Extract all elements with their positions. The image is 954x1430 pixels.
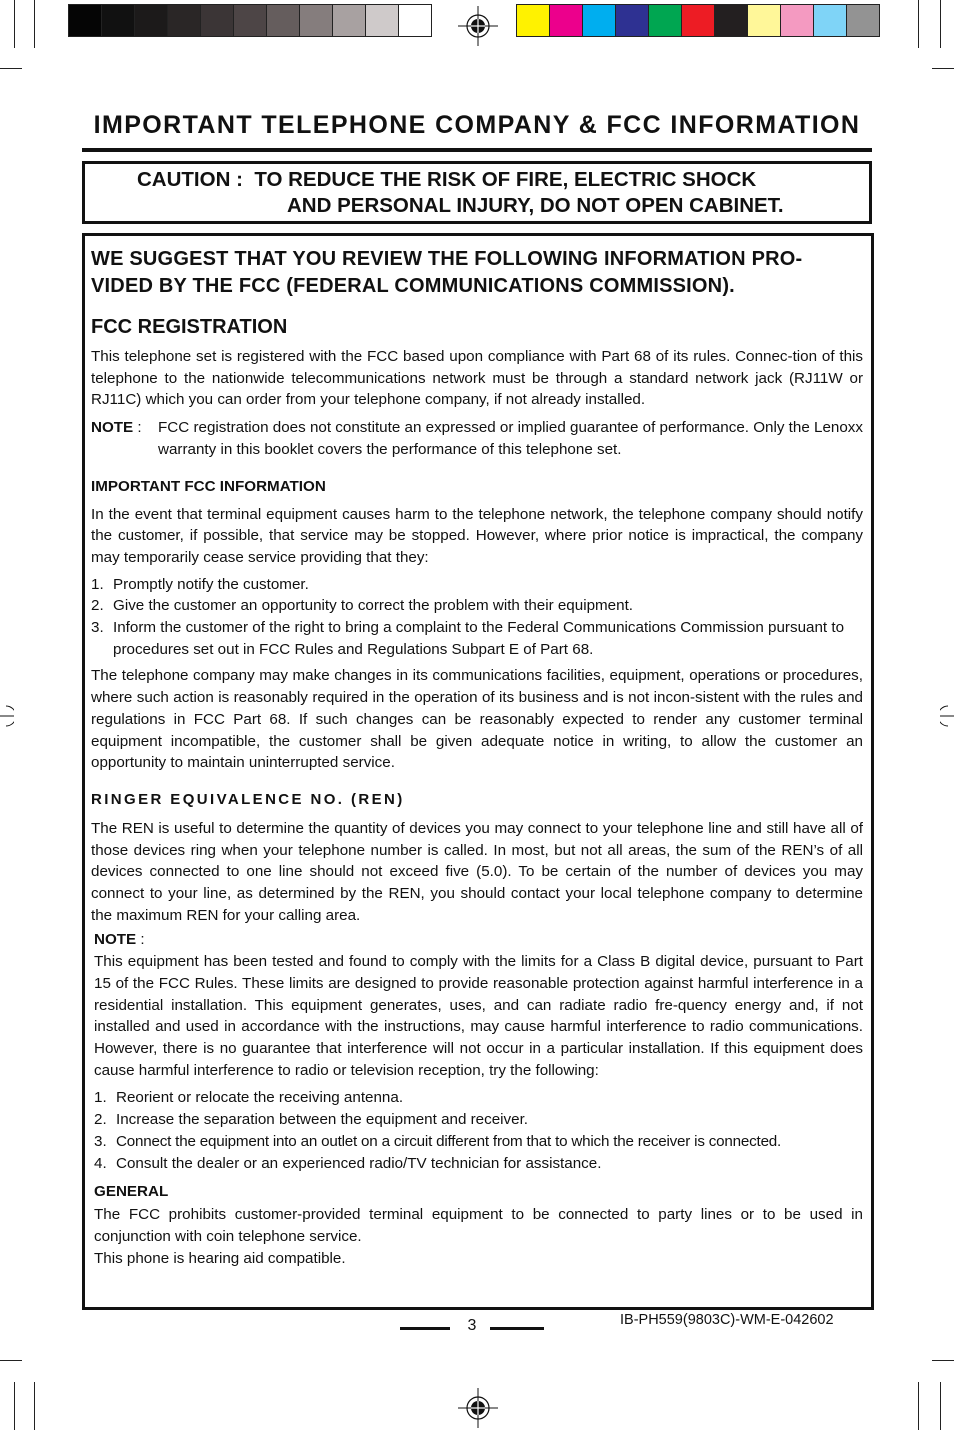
registration-mark-icon — [458, 1388, 498, 1428]
color-swatch — [517, 5, 550, 36]
color-swatch — [234, 5, 267, 36]
crop-mark — [918, 0, 919, 48]
color-swatch — [399, 5, 431, 36]
color-swatch — [649, 5, 682, 36]
caution-text-2: AND PERSONAL INJURY, DO NOT OPEN CABINET. — [287, 194, 784, 217]
list-item-number: 3. — [91, 619, 104, 637]
color-swatch — [333, 5, 366, 36]
important-fcc-body: In the event that terminal equipment causes harm to the telephone network, the telephone company should notify the customer, if possible, that service may be stopped. However, where prior notice is impractical, the company may temporarily cease service providing that they: — [91, 505, 863, 566]
registration-mark-icon — [458, 6, 498, 46]
caution-line-1 — [137, 168, 756, 192]
crop-mark — [0, 1360, 22, 1361]
caution-text-1: TO REDUCE THE RISK OF FIRE, ELECTRIC SHOCK — [254, 168, 757, 191]
note-sep: : — [133, 419, 142, 437]
crop-mark — [932, 68, 954, 69]
list-item-number: 4. — [94, 1154, 107, 1172]
note-2-label: NOTE — [94, 931, 137, 949]
document-code: IB-PH559(9803C)-WM-E-042602 — [620, 1312, 834, 1328]
note-2-label-wrap — [94, 929, 863, 951]
list-item — [94, 1131, 863, 1153]
crop-mark — [940, 1382, 941, 1430]
ren-body: The REN is useful to determine the quantity of devices you may connect to your telephone line and still have all of those devices ring when your telephone number is called. In most, but not all areas, the sum of the REN’s of all devices connected to one line should not exceed five (5.0). To be certain of the number of devices you may connect to your line, as determined by the REN, you should contact your local telephone company to determine the maximum REN for your calling area. — [91, 819, 863, 924]
color-swatch — [135, 5, 168, 36]
general-body-2: This phone is hearing aid compatible. — [94, 1249, 346, 1267]
note-label: NOTE — [91, 419, 134, 437]
crop-mark — [932, 1360, 954, 1361]
registration-note-text: FCC registration does not constitute an expressed or implied guarantee of performance. Only the Lenoxx warranty in this booklet covers the performance of this telephone set. — [158, 419, 863, 458]
caution-box — [82, 161, 872, 224]
color-swatch — [748, 5, 781, 36]
list-item — [94, 1109, 863, 1131]
page-title: IMPORTANT TELEPHONE COMPANY & FCC INFORMATION — [93, 111, 861, 139]
footer-rule-right — [490, 1327, 544, 1330]
general-heading: GENERAL — [94, 1183, 169, 1201]
list-item-number: 2. — [91, 597, 104, 615]
list-item — [91, 617, 863, 660]
list-item-number: 1. — [94, 1089, 107, 1107]
interference-remedy-list — [94, 1087, 863, 1174]
fcc-registration-heading: FCC REGISTRATION — [91, 316, 288, 338]
registration-note — [91, 417, 863, 460]
intro-line-1: WE SUGGEST THAT YOU REVIEW THE FOLLOWING INFORMATION PRO- — [91, 248, 803, 270]
list-item — [91, 595, 863, 617]
color-swatch — [616, 5, 649, 36]
fcc-information-box — [82, 233, 874, 1310]
list-item — [94, 1153, 863, 1175]
list-item — [91, 574, 863, 596]
ren-heading: RINGER EQUIVALENCE NO. (REN) — [91, 790, 405, 808]
list-item-number: 3. — [94, 1132, 107, 1150]
footer-rule-left — [400, 1327, 450, 1330]
crop-mark — [0, 68, 22, 69]
color-swatch — [102, 5, 135, 36]
note-2-block — [94, 929, 863, 1269]
color-swatch — [366, 5, 399, 36]
note-label-wrap — [91, 417, 158, 460]
list-item — [94, 1087, 863, 1109]
list-item-text: Inform the customer of the right to bring a complaint to the Federal Communications Commission pursuant to procedures set out in FCC Rules and Regulations Subpart E of Part 68. — [113, 619, 845, 658]
side-registration-mark-icon — [0, 704, 14, 728]
crop-mark — [918, 1382, 919, 1430]
page-number: 3 — [467, 1317, 477, 1334]
color-swatch — [69, 5, 102, 36]
list-item-text: Consult the dealer or an experienced radio/TV technician for assistance. — [116, 1154, 602, 1172]
caution-label: CAUTION : — [137, 168, 243, 191]
intro-line-2: VIDED BY THE FCC (FEDERAL COMMUNICATIONS COMMISSION). — [91, 275, 735, 297]
color-swatch — [267, 5, 300, 36]
color-swatch — [583, 5, 616, 36]
crop-mark — [14, 1382, 15, 1430]
list-item-number: 2. — [94, 1111, 107, 1129]
grayscale-calibration-bar — [68, 4, 432, 37]
intro-heading — [91, 246, 863, 300]
color-swatch — [847, 5, 879, 36]
list-item-text: Reorient or relocate the receiving antenna. — [116, 1089, 404, 1107]
color-swatch — [814, 5, 847, 36]
color-calibration-bar — [516, 4, 880, 37]
list-item-number: 1. — [91, 575, 104, 593]
general-body: The FCC prohibits customer-provided terminal equipment to be connected to party lines or to be used in conjunction with coin telephone service. — [94, 1206, 863, 1245]
note-2-sep: : — [136, 931, 145, 949]
note-2-body: This equipment has been tested and found to comply with the limits for a Class B digital device, pursuant to Part 15 of the FCC Rules. These limits are designed to provide reasonable protection against harmful interference in a residential installation. This equipment generates, uses, and can radiate radio fre-quency energy and, if not installed and used in accordance with the instructions, may cause harmful interference to radio communications. However, there is no guarantee that interference will not occur in a particular installation. If this equipment does cause harmful interference to radio or television reception, try the following: — [94, 953, 863, 1079]
list-item-text: Increase the separation between the equipment and receiver. — [116, 1111, 529, 1129]
title-underline — [82, 148, 872, 152]
color-swatch — [550, 5, 583, 36]
list-item-text: Give the customer an opportunity to correct the problem with their equipment. — [113, 597, 634, 615]
important-fcc-heading: IMPORTANT FCC INFORMATION — [91, 477, 326, 495]
color-swatch — [781, 5, 814, 36]
content-inner — [91, 244, 863, 1269]
crop-mark — [34, 1382, 35, 1430]
important-fcc-body-2: The telephone company may make changes in its communications facilities, equipment, operations or procedures, where such action is reasonably required in the operation of its business and is not incon-sistent with the rules and regulations in FCC Part 68. If such changes can be reasonably expected to render any customer terminal equipment incompatible, the customer shall be given adequate notice in writing, to allow the customer an opportunity to maintain uninterrupted service. — [91, 667, 863, 772]
color-swatch — [715, 5, 748, 36]
color-swatch — [201, 5, 234, 36]
color-swatch — [168, 5, 201, 36]
crop-mark — [14, 0, 15, 48]
crop-mark — [940, 0, 941, 48]
color-swatch — [300, 5, 333, 36]
color-swatch — [682, 5, 715, 36]
crop-mark — [34, 0, 35, 48]
side-registration-mark-icon — [940, 704, 954, 728]
list-item-text: Promptly notify the customer. — [113, 575, 309, 593]
fcc-registration-body: This telephone set is registered with the FCC based upon compliance with Part 68 of its rules. Connec-tion of this telephone to the nationwide telecommunications network must be through a standard network jack (RJ11W or RJ11C) which you can order from your telephone company, if not already installed. — [91, 348, 863, 409]
important-fcc-list — [91, 574, 863, 661]
list-item-text: Connect the equipment into an outlet on a circuit different from that to which the receiver is connected. — [116, 1132, 782, 1150]
